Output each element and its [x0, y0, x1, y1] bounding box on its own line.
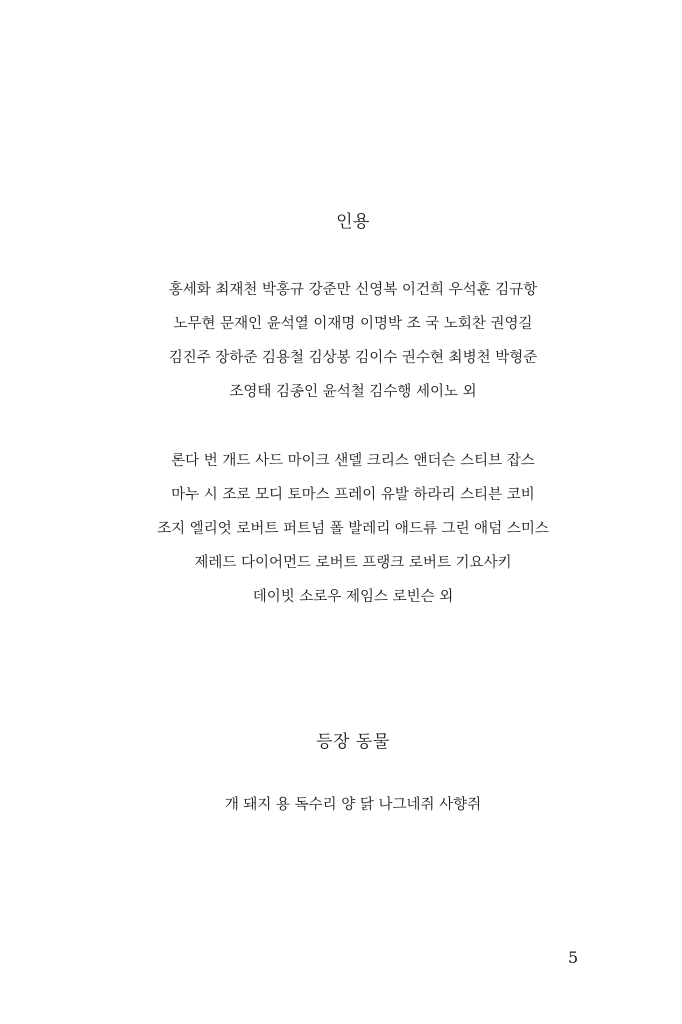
citation-line: 조영태 김종인 윤석철 김수행 세이노 외	[229, 384, 477, 400]
citation-heading: 인용	[336, 212, 370, 232]
citation-line: 노무현 문재인 윤석열 이재명 이명박 조 국 노회찬 권영길	[173, 316, 533, 332]
citation-line: 마누 시 조로 모디 토마스 프레이 유발 하라리 스티븐 코비	[171, 487, 535, 503]
page-number: 5	[568, 948, 579, 967]
animals-heading: 등장 동물	[316, 732, 390, 752]
citation-line: 데이빗 소로우 제임스 로빈슨 외	[252, 589, 454, 605]
citation-line: 제레드 다이어먼드 로버트 프랭크 로버트 기요사키	[194, 555, 512, 571]
animals-line: 개 돼지 용 독수리 양 닭 나그네쥐 사향쥐	[224, 797, 482, 813]
citation-line: 론다 번 개드 사드 마이크 샌델 크리스 앤더슨 스티브 잡스	[171, 453, 535, 469]
citation-group-korean	[0, 273, 682, 409]
animals-list	[0, 788, 682, 822]
citation-line: 조지 엘리엇 로버트 퍼트넘 폴 발레리 애드류 그린 애덤 스미스	[157, 521, 549, 537]
citation-line: 김진주 장하준 김용철 김상봉 김이수 권수현 최병천 박형준	[168, 350, 538, 366]
citation-group-foreign	[0, 444, 682, 614]
citation-line: 홍세화 최재천 박홍규 강준만 신영복 이건희 우석훈 김규항	[168, 282, 538, 298]
